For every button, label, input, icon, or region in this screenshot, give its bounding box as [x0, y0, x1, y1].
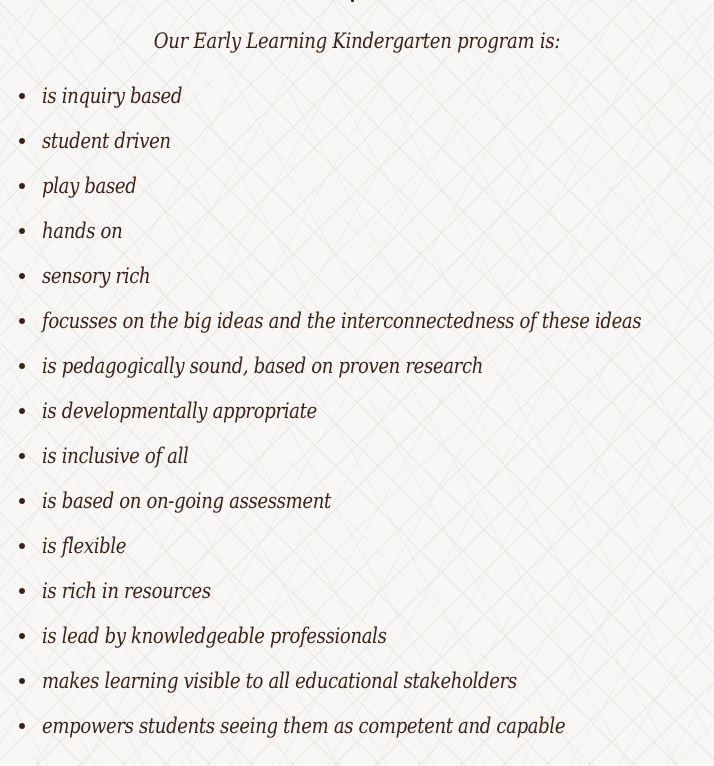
list-item-text: is based on on-going assessment — [42, 489, 331, 513]
list-item-text: is inclusive of all — [42, 444, 189, 468]
bullet-icon — [19, 183, 25, 189]
list-item — [0, 255, 700, 300]
list-item-text: is pedagogically sound, based on proven research — [42, 354, 484, 378]
list-item-text: empowers students seeing them as competent and capable — [42, 714, 566, 738]
bullet-icon — [19, 138, 25, 144]
list-item-text: is rich in resources — [42, 579, 211, 603]
program-feature-list — [0, 75, 700, 750]
list-item — [0, 165, 700, 210]
list-item-text: hands on — [42, 219, 123, 243]
list-item-text: is flexible — [42, 534, 127, 558]
list-item-text: makes learning visible to all educational stakeholders — [42, 669, 517, 693]
list-item-text: sensory rich — [42, 264, 151, 288]
list-item-text: is inquiry based — [42, 84, 183, 108]
bullet-icon — [19, 408, 25, 414]
bullet-icon — [19, 93, 25, 99]
bullet-icon — [19, 318, 25, 324]
list-item — [0, 525, 700, 570]
list-item — [0, 615, 700, 660]
list-item — [0, 390, 700, 435]
page-title: Our Early Learning Kindergarten program is: — [153, 29, 561, 53]
list-item — [0, 300, 700, 345]
top-edge-mark — [351, 0, 354, 2]
list-item-text: focusses on the big ideas and the interconnectedness of these ideas — [42, 309, 642, 333]
bullet-icon — [19, 228, 25, 234]
bullet-icon — [19, 498, 25, 504]
bullet-icon — [19, 453, 25, 459]
bullet-icon — [19, 678, 25, 684]
list-item-text: student driven — [42, 129, 171, 153]
list-item-text: is developmentally appropriate — [42, 399, 317, 423]
list-item — [0, 705, 700, 750]
list-item — [0, 75, 700, 120]
list-item — [0, 570, 700, 615]
list-item-text: play based — [42, 174, 137, 198]
list-item — [0, 480, 700, 525]
list-item — [0, 435, 700, 480]
bullet-icon — [19, 543, 25, 549]
bullet-icon — [19, 588, 25, 594]
bullet-icon — [19, 723, 25, 729]
list-item — [0, 120, 700, 165]
bullet-icon — [19, 363, 25, 369]
list-item — [0, 660, 700, 705]
bullet-icon — [19, 273, 25, 279]
list-item — [0, 345, 700, 390]
list-item-text: is lead by knowledgeable professionals — [42, 624, 387, 648]
bullet-icon — [19, 633, 25, 639]
list-item — [0, 210, 700, 255]
